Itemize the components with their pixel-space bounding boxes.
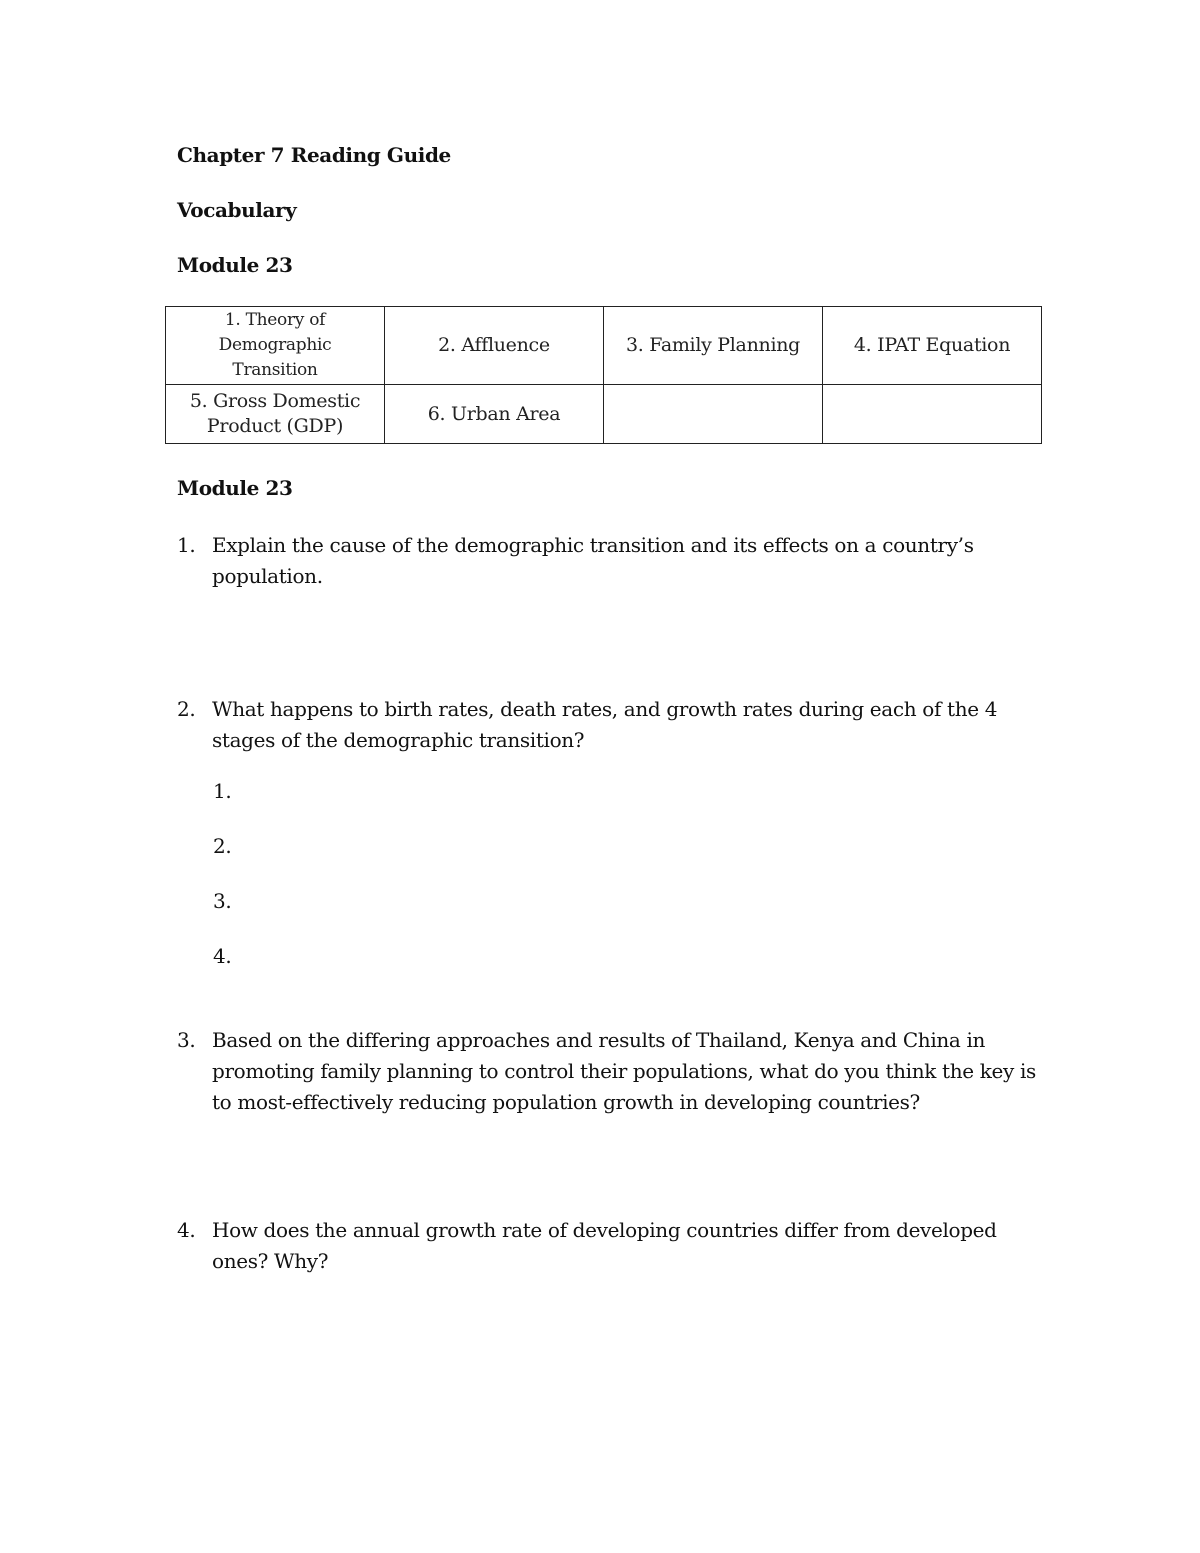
stage-number: 4.	[213, 944, 232, 968]
module-heading-questions: Module 23	[177, 476, 293, 500]
question-item	[177, 694, 1037, 756]
question-text: Explain the cause of the demographic transition and its effects on a country’s population.	[212, 533, 974, 588]
table-cell: 5. Gross Domestic Product (GDP)	[166, 385, 385, 444]
stage-number: 3.	[213, 889, 232, 913]
question-number: 3.	[177, 1028, 196, 1052]
question-text: Based on the differing approaches and results of Thailand, Kenya and China in promoting family planning to control their populations, what do you think the key is to most-effectively reducing population growth in developing countries?	[212, 1028, 1036, 1114]
vocabulary-table	[165, 306, 1042, 444]
question-item	[177, 1215, 1037, 1277]
stage-number: 1.	[213, 779, 232, 803]
table-row	[166, 385, 1042, 444]
question-number: 1.	[177, 533, 196, 557]
question-number: 4.	[177, 1218, 196, 1242]
question-item	[177, 530, 1037, 592]
table-cell	[823, 385, 1042, 444]
table-cell: 3. Family Planning	[604, 307, 823, 385]
stage-number: 2.	[213, 834, 232, 858]
document-title: Chapter 7 Reading Guide	[177, 143, 451, 167]
question-number: 2.	[177, 697, 196, 721]
table-cell: 1. Theory of Demographic Transition	[166, 307, 385, 385]
question-text: How does the annual growth rate of developing countries differ from developed ones? Why?	[212, 1218, 997, 1273]
table-cell: 2. Affluence	[385, 307, 604, 385]
table-cell: 6. Urban Area	[385, 385, 604, 444]
table-cell	[604, 385, 823, 444]
table-cell: 4. IPAT Equation	[823, 307, 1042, 385]
question-text: What happens to birth rates, death rates, and growth rates during each of the 4 stages of the demographic transition?	[212, 697, 998, 752]
question-item	[177, 1025, 1037, 1118]
module-heading-vocab: Module 23	[177, 253, 293, 277]
table-row	[166, 307, 1042, 385]
vocabulary-heading: Vocabulary	[177, 198, 297, 222]
